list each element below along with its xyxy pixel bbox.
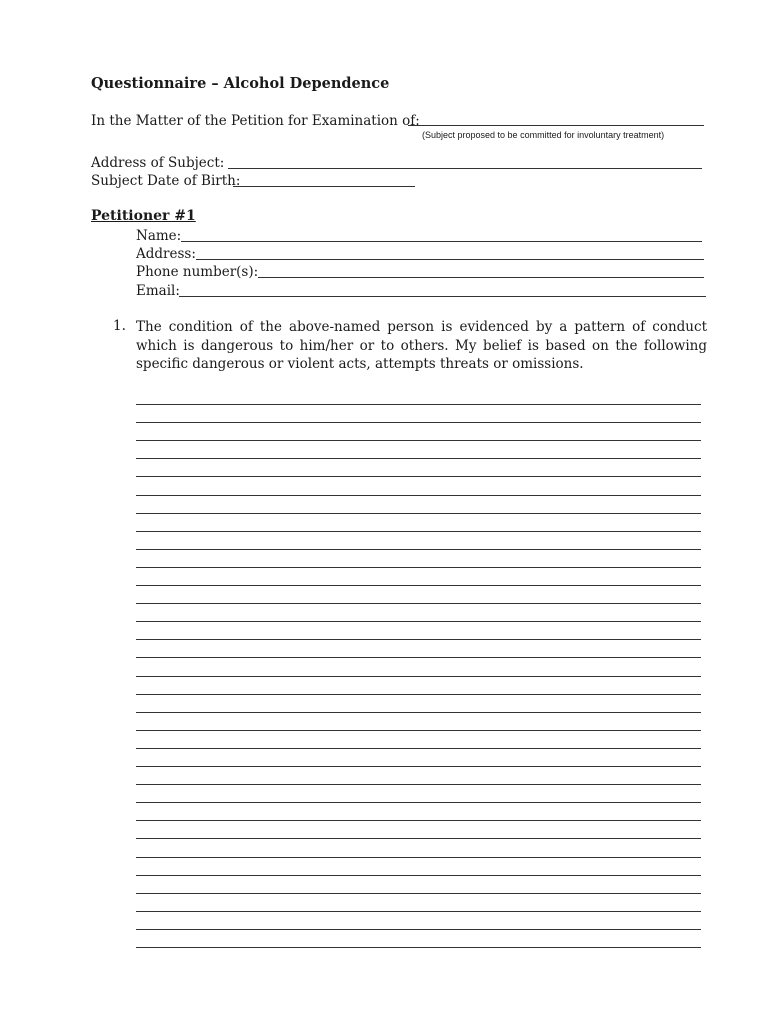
answer-line[interactable] (136, 766, 701, 767)
answer-line[interactable] (136, 748, 701, 749)
petitioner-email-field[interactable] (179, 296, 706, 297)
subject-dob-label: Subject Date of Birth: (91, 173, 241, 189)
answer-line[interactable] (136, 784, 701, 785)
petitioner-heading: Petitioner #1 (91, 208, 196, 224)
answer-line[interactable] (136, 513, 701, 514)
address-of-subject-field[interactable] (228, 168, 702, 169)
answer-line[interactable] (136, 621, 701, 622)
petitioner-name-label: Name: (136, 228, 182, 244)
question-1-number: 1. (113, 318, 126, 334)
answer-line[interactable] (136, 531, 701, 532)
answer-line[interactable] (136, 495, 701, 496)
answer-line[interactable] (136, 422, 701, 423)
answer-line[interactable] (136, 458, 701, 459)
answer-line[interactable] (136, 875, 701, 876)
answer-line[interactable] (136, 404, 701, 405)
address-of-subject-label: Address of Subject: (91, 155, 225, 171)
petitioner-phone-label: Phone number(s): (136, 264, 259, 280)
petitioner-phone-field[interactable] (258, 277, 704, 278)
answer-line[interactable] (136, 657, 701, 658)
answer-line[interactable] (136, 549, 701, 550)
subject-dob-field[interactable] (233, 186, 415, 187)
petitioner-address-label: Address: (136, 246, 196, 262)
answer-line[interactable] (136, 838, 701, 839)
matter-label: In the Matter of the Petition for Examination of: (91, 113, 420, 129)
answer-line[interactable] (136, 676, 701, 677)
answer-line[interactable] (136, 712, 701, 713)
petitioner-email-label: Email: (136, 283, 180, 299)
question-1-text: The condition of the above-named person is evidenced by a pattern of conduct which is dangerous to him/her or to others. My belief is based on the following specific dangerous or violent acts, attempts threats or omissions. (136, 319, 707, 372)
answer-line[interactable] (136, 603, 701, 604)
answer-line[interactable] (136, 929, 701, 930)
subject-caption: (Subject proposed to be committed for involuntary treatment) (422, 130, 665, 140)
petitioner-address-field[interactable] (196, 259, 704, 260)
form-title: Questionnaire – Alcohol Dependence (91, 75, 390, 92)
answer-line[interactable] (136, 911, 701, 912)
answer-line[interactable] (136, 639, 701, 640)
petitioner-name-field[interactable] (181, 241, 702, 242)
answer-line[interactable] (136, 440, 701, 441)
answer-line[interactable] (136, 585, 701, 586)
answer-line[interactable] (136, 476, 701, 477)
answer-line[interactable] (136, 730, 701, 731)
answer-line[interactable] (136, 567, 701, 568)
answer-line[interactable] (136, 893, 701, 894)
answer-line[interactable] (136, 802, 701, 803)
answer-line[interactable] (136, 857, 701, 858)
subject-name-field[interactable] (408, 125, 704, 126)
answer-line[interactable] (136, 820, 701, 821)
answer-line[interactable] (136, 694, 701, 695)
answer-line[interactable] (136, 947, 701, 948)
